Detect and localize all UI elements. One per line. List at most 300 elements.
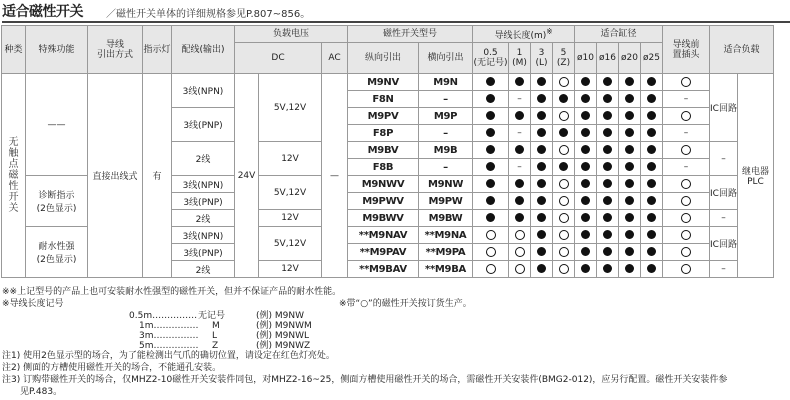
length-filled-circle bbox=[486, 94, 495, 103]
length-filled-circle bbox=[486, 77, 495, 86]
model-horizontal: M9NW bbox=[419, 176, 473, 193]
bore-cell bbox=[597, 142, 619, 159]
length-code-example: (例) M9NWM bbox=[256, 321, 312, 331]
bore-cell bbox=[619, 244, 641, 261]
bore-cell bbox=[597, 244, 619, 261]
length-filled-circle bbox=[515, 77, 524, 86]
load-dash-cell: – bbox=[710, 142, 738, 176]
lead-length-cell bbox=[553, 227, 575, 244]
lead-length-cell bbox=[531, 176, 553, 193]
bore-cell bbox=[575, 227, 597, 244]
bore-filled-circle bbox=[581, 179, 590, 188]
length-open-circle bbox=[559, 196, 569, 206]
lead-length-cell bbox=[473, 244, 509, 261]
prewire-cell bbox=[663, 176, 710, 193]
bore-filled-circle bbox=[647, 145, 656, 154]
length-open-circle bbox=[559, 111, 569, 121]
prewire-open-circle bbox=[681, 179, 691, 189]
header-len_05: 0.5 (无记号) bbox=[473, 43, 509, 74]
length-open-circle bbox=[559, 264, 569, 274]
lead-length-cell bbox=[553, 108, 575, 125]
lead-length-cell bbox=[509, 244, 531, 261]
prewire-cell bbox=[663, 261, 710, 278]
bore-cell bbox=[575, 176, 597, 193]
bore-filled-circle bbox=[581, 264, 590, 273]
bore-cell bbox=[619, 176, 641, 193]
prewire-cell bbox=[663, 210, 710, 227]
model-vertical: M9PV bbox=[348, 108, 419, 125]
length-filled-circle bbox=[559, 94, 568, 103]
length-filled-circle bbox=[537, 162, 546, 171]
length-filled-circle bbox=[537, 213, 546, 222]
lead-length-cell bbox=[531, 142, 553, 159]
bore-cell bbox=[619, 210, 641, 227]
bore-cell bbox=[641, 244, 663, 261]
bore-filled-circle bbox=[603, 247, 612, 256]
lead-length-cell bbox=[531, 159, 553, 176]
model-vertical: F8B bbox=[348, 159, 419, 176]
lead-length-cell bbox=[553, 142, 575, 159]
bore-cell bbox=[641, 91, 663, 108]
lead-length-cell bbox=[473, 74, 509, 91]
length-filled-circle bbox=[486, 128, 495, 137]
bore-cell bbox=[641, 227, 663, 244]
lead-length-cell bbox=[473, 108, 509, 125]
bore-filled-circle bbox=[603, 196, 612, 205]
lead-length-cell bbox=[509, 210, 531, 227]
length-filled-circle bbox=[537, 196, 546, 205]
bore-filled-circle bbox=[581, 162, 590, 171]
lead-length-cell bbox=[509, 193, 531, 210]
bore-cell bbox=[597, 74, 619, 91]
header-lead-length bbox=[473, 26, 575, 43]
length-filled-circle bbox=[515, 179, 524, 188]
bore-filled-circle bbox=[647, 264, 656, 273]
note-1: 注1) 使用2色显示型的场合，为了能检测出气爪的确切位置，请设定在红色灯亮处。 bbox=[2, 351, 335, 361]
lead-length-cell bbox=[473, 176, 509, 193]
length-filled-circle bbox=[486, 145, 495, 154]
page-title: 适合磁性开关 bbox=[2, 4, 83, 20]
length-code-code: 无记号 bbox=[198, 311, 226, 321]
lead-length-cell bbox=[531, 261, 553, 278]
special-function-cell: 诊断指示 (2色显示) bbox=[26, 176, 88, 227]
bore-cell bbox=[641, 210, 663, 227]
special-function-cell: 耐水性强 (2色显示) bbox=[26, 227, 88, 278]
lead-length-cell bbox=[553, 159, 575, 176]
lead-length-cell bbox=[553, 125, 575, 142]
bore-cell bbox=[575, 142, 597, 159]
bore-filled-circle bbox=[581, 94, 590, 103]
lead-length-cell bbox=[473, 142, 509, 159]
length-filled-circle bbox=[486, 162, 495, 171]
wiring-cell: 2线 bbox=[172, 210, 235, 227]
prewire-open-circle bbox=[681, 247, 691, 257]
model-horizontal: M9B bbox=[419, 142, 473, 159]
bore-cell bbox=[597, 227, 619, 244]
note-3-cont: 见P.483。 bbox=[20, 387, 63, 397]
bore-cell bbox=[575, 244, 597, 261]
header-len_5: 5 (Z) bbox=[553, 43, 575, 74]
bore-filled-circle bbox=[647, 162, 656, 171]
length-code-code: M bbox=[212, 321, 220, 331]
length-filled-circle bbox=[486, 213, 495, 222]
lead-length-cell bbox=[553, 193, 575, 210]
length-open-circle bbox=[559, 213, 569, 223]
lead-length-cell bbox=[531, 244, 553, 261]
bore-filled-circle bbox=[581, 111, 590, 120]
bore-filled-circle bbox=[603, 111, 612, 120]
bore-cell bbox=[619, 227, 641, 244]
lead-length-cell bbox=[553, 74, 575, 91]
length-filled-circle bbox=[486, 179, 495, 188]
lead-length-cell bbox=[473, 159, 509, 176]
lead-length-cell bbox=[531, 193, 553, 210]
bore-cell bbox=[619, 108, 641, 125]
model-horizontal: **M9BA bbox=[419, 261, 473, 278]
bore-filled-circle bbox=[625, 111, 634, 120]
dc-voltage-cell: 5V,12V bbox=[259, 227, 322, 261]
length-filled-circle bbox=[515, 145, 524, 154]
header-row bbox=[2, 26, 774, 43]
model-horizontal: M9P bbox=[419, 108, 473, 125]
bore-filled-circle bbox=[581, 128, 590, 137]
load-relay-cell: 继电器 PLC bbox=[737, 74, 773, 278]
length-filled-circle bbox=[559, 162, 568, 171]
load-ic-cell: IC回路 bbox=[710, 227, 738, 261]
header-wiring: 配线(输出) bbox=[172, 26, 235, 74]
bore-filled-circle bbox=[647, 77, 656, 86]
dc-voltage-cell: 12V bbox=[259, 142, 322, 176]
bore-cell bbox=[641, 142, 663, 159]
header-dc: DC bbox=[235, 43, 322, 74]
lead-length-cell bbox=[509, 261, 531, 278]
bore-cell bbox=[575, 74, 597, 91]
header-load: 适合负载 bbox=[710, 26, 774, 74]
bore-filled-circle bbox=[625, 179, 634, 188]
lead-length-cell bbox=[553, 210, 575, 227]
header-cylinder: 适合缸径 bbox=[575, 26, 663, 43]
lead-length-cell bbox=[531, 74, 553, 91]
note-3: 注3) 订购带磁性开关的场合，仅MHZ2-10磁性开关安装件同包，对MHZ2-16~25，侧面方槽使用磁性开关的场合，需磁性开关安装件(BMG2-012)，应另行配置。磁性开关安装件参 bbox=[2, 375, 728, 385]
header-load-voltage: 负载电压 bbox=[235, 26, 348, 43]
bore-filled-circle bbox=[647, 111, 656, 120]
bore-filled-circle bbox=[603, 213, 612, 222]
bore-filled-circle bbox=[625, 77, 634, 86]
voltage-24v-cell: 24V bbox=[235, 74, 259, 278]
length-code-title: ※导线长度记号 bbox=[2, 299, 64, 309]
bore-filled-circle bbox=[581, 196, 590, 205]
length-filled-circle bbox=[515, 196, 524, 205]
bore-filled-circle bbox=[647, 247, 656, 256]
bore-cell bbox=[597, 159, 619, 176]
bore-filled-circle bbox=[625, 196, 634, 205]
prewire-cell bbox=[663, 108, 710, 125]
bore-filled-circle bbox=[603, 162, 612, 171]
bore-filled-circle bbox=[647, 196, 656, 205]
special-function-cell: —— bbox=[26, 74, 88, 176]
bore-filled-circle bbox=[625, 128, 634, 137]
bore-cell bbox=[575, 108, 597, 125]
header-kind: 种类 bbox=[2, 26, 26, 74]
length-code-len: 3m…………… bbox=[139, 331, 199, 341]
length-filled-circle bbox=[537, 77, 546, 86]
model-vertical: F8P bbox=[348, 125, 419, 142]
prewire-open-circle bbox=[681, 264, 691, 274]
header-bore_16: ø16 bbox=[597, 43, 619, 74]
prewire-cell: – bbox=[663, 91, 710, 108]
header-horizontal: 横向引出 bbox=[419, 43, 473, 74]
prewire-cell bbox=[663, 227, 710, 244]
bore-filled-circle bbox=[581, 230, 590, 239]
bore-cell bbox=[619, 91, 641, 108]
table-row bbox=[2, 74, 774, 91]
bore-filled-circle bbox=[603, 145, 612, 154]
wiring-cell: 3线(PNP) bbox=[172, 108, 235, 142]
length-filled-circle bbox=[537, 179, 546, 188]
bore-cell bbox=[641, 159, 663, 176]
kind-label: 无触点磁性开关 bbox=[8, 137, 19, 214]
bore-cell bbox=[575, 125, 597, 142]
length-open-circle bbox=[559, 145, 569, 155]
bore-cell bbox=[597, 193, 619, 210]
bore-filled-circle bbox=[581, 77, 590, 86]
lead-length-cell bbox=[473, 125, 509, 142]
length-open-circle bbox=[515, 247, 525, 257]
bore-filled-circle bbox=[625, 230, 634, 239]
model-vertical: **M9BAV bbox=[348, 261, 419, 278]
header-bore_10: ø10 bbox=[575, 43, 597, 74]
lead-length-cell bbox=[473, 261, 509, 278]
model-vertical: **M9PAV bbox=[348, 244, 419, 261]
header-indicator: 指示灯 bbox=[143, 26, 172, 74]
bore-cell bbox=[641, 108, 663, 125]
length-filled-circle bbox=[537, 145, 546, 154]
bore-cell bbox=[641, 193, 663, 210]
length-code-code: Z bbox=[212, 341, 219, 351]
bore-filled-circle bbox=[581, 145, 590, 154]
bore-filled-circle bbox=[603, 77, 612, 86]
length-filled-circle bbox=[515, 111, 524, 120]
prewire-cell bbox=[663, 244, 710, 261]
length-code-len: 5m…………… bbox=[139, 341, 199, 351]
model-vertical: M9NV bbox=[348, 74, 419, 91]
lead-length-cell bbox=[553, 261, 575, 278]
header-len_3: 3 (L) bbox=[531, 43, 553, 74]
lead-length-cell bbox=[473, 91, 509, 108]
model-horizontal: M9PW bbox=[419, 193, 473, 210]
header-vertical: 纵向引出 bbox=[348, 43, 419, 74]
bore-filled-circle bbox=[625, 94, 634, 103]
bore-filled-circle bbox=[625, 162, 634, 171]
model-horizontal: M9N bbox=[419, 74, 473, 91]
wiring-cell: 3线(PNP) bbox=[172, 193, 235, 210]
prewire-cell: – bbox=[663, 159, 710, 176]
bore-cell bbox=[575, 261, 597, 278]
length-code-len: 0.5m…………… bbox=[129, 311, 198, 321]
prewire-open-circle bbox=[681, 77, 691, 87]
model-vertical: M9BV bbox=[348, 142, 419, 159]
length-code-example: (例) M9NW bbox=[256, 311, 305, 321]
header-ac: AC bbox=[322, 43, 348, 74]
bore-filled-circle bbox=[647, 94, 656, 103]
model-horizontal: – bbox=[419, 91, 473, 108]
bore-filled-circle bbox=[603, 179, 612, 188]
bore-filled-circle bbox=[647, 213, 656, 222]
bore-filled-circle bbox=[581, 213, 590, 222]
bore-cell bbox=[641, 176, 663, 193]
length-open-circle bbox=[559, 230, 569, 240]
lead-length-cell bbox=[553, 244, 575, 261]
page-subtitle: ／磁性开关单体的详细规格参见P.807~856。 bbox=[106, 9, 311, 20]
wiring-cell: 3线(NPN) bbox=[172, 74, 235, 108]
bore-cell bbox=[619, 261, 641, 278]
length-filled-circle bbox=[537, 111, 546, 120]
length-open-circle bbox=[486, 247, 496, 257]
lead-length-cell bbox=[509, 176, 531, 193]
dc-voltage-cell: 5V,12V bbox=[259, 176, 322, 210]
bore-filled-circle bbox=[625, 213, 634, 222]
bore-cell bbox=[597, 91, 619, 108]
bore-filled-circle bbox=[581, 247, 590, 256]
length-open-circle bbox=[486, 264, 496, 274]
lead-length-cell bbox=[473, 210, 509, 227]
length-code-code: L bbox=[212, 331, 218, 341]
dc-voltage-cell: 12V bbox=[259, 261, 322, 278]
length-filled-circle bbox=[515, 213, 524, 222]
lead-length-cell bbox=[553, 176, 575, 193]
header-bore_25: ø25 bbox=[641, 43, 663, 74]
length-code-example: (例) M9NWZ bbox=[256, 341, 311, 351]
header-rule bbox=[2, 21, 790, 23]
bore-filled-circle bbox=[603, 94, 612, 103]
lead-length-cell: – bbox=[509, 125, 531, 142]
bore-filled-circle bbox=[603, 230, 612, 239]
lead-length-cell bbox=[509, 142, 531, 159]
prewire-open-circle bbox=[681, 111, 691, 121]
switch-spec-table bbox=[1, 25, 774, 278]
length-filled-circle bbox=[559, 128, 568, 137]
note-2: 注2) 侧面的方槽使用磁性开关的场合，不能通孔安装。 bbox=[2, 363, 222, 373]
prewire-open-circle bbox=[681, 145, 691, 155]
lead-length-cell bbox=[509, 74, 531, 91]
lead-length-cell bbox=[531, 108, 553, 125]
bore-filled-circle bbox=[625, 247, 634, 256]
bore-filled-circle bbox=[647, 230, 656, 239]
prewire-open-circle bbox=[681, 196, 691, 206]
kind-cell bbox=[2, 74, 26, 278]
bore-cell bbox=[619, 193, 641, 210]
bore-cell bbox=[641, 261, 663, 278]
model-horizontal: – bbox=[419, 125, 473, 142]
prewire-open-circle bbox=[681, 213, 691, 223]
model-horizontal: M9BW bbox=[419, 210, 473, 227]
load-ic-cell: IC回路 bbox=[710, 176, 738, 210]
lead-length-cell bbox=[473, 227, 509, 244]
wiring-cell: 3线(PNP) bbox=[172, 244, 235, 261]
lead-length-label: 导线长度(m) bbox=[494, 31, 547, 41]
bore-cell bbox=[641, 125, 663, 142]
prewire-cell: – bbox=[663, 125, 710, 142]
bore-cell bbox=[597, 125, 619, 142]
bore-cell bbox=[619, 125, 641, 142]
page-header bbox=[2, 1, 790, 23]
bore-cell bbox=[597, 176, 619, 193]
load-dash-cell: – bbox=[710, 210, 738, 227]
lead-length-cell bbox=[531, 210, 553, 227]
load-ic-cell: IC回路 bbox=[710, 74, 738, 142]
bore-cell bbox=[575, 91, 597, 108]
lead-method-cell: 直接出线式 bbox=[88, 74, 143, 278]
lead-length-cell bbox=[553, 91, 575, 108]
model-horizontal: **M9PA bbox=[419, 244, 473, 261]
bore-cell bbox=[641, 74, 663, 91]
prewire-cell bbox=[663, 74, 710, 91]
length-open-circle bbox=[559, 179, 569, 189]
bore-filled-circle bbox=[625, 264, 634, 273]
bore-filled-circle bbox=[647, 128, 656, 137]
lead-length-cell bbox=[531, 91, 553, 108]
lead-length-cell bbox=[531, 125, 553, 142]
bore-filled-circle bbox=[603, 128, 612, 137]
model-horizontal: **M9NA bbox=[419, 227, 473, 244]
header-special: 特殊功能 bbox=[26, 26, 88, 74]
lead-length-cell bbox=[509, 108, 531, 125]
bore-cell bbox=[597, 261, 619, 278]
bore-filled-circle bbox=[647, 179, 656, 188]
length-open-circle bbox=[515, 264, 525, 274]
bore-cell bbox=[597, 210, 619, 227]
bore-cell bbox=[575, 210, 597, 227]
length-code-example: (例) M9NWL bbox=[256, 331, 310, 341]
prewire-open-circle bbox=[681, 230, 691, 240]
indicator-cell: 有 bbox=[143, 74, 172, 278]
header-len_1: 1 (M) bbox=[509, 43, 531, 74]
bore-cell bbox=[619, 159, 641, 176]
model-vertical: M9NWV bbox=[348, 176, 419, 193]
length-open-circle bbox=[515, 230, 525, 240]
model-horizontal: – bbox=[419, 159, 473, 176]
length-filled-circle bbox=[537, 230, 546, 239]
length-open-circle bbox=[559, 247, 569, 257]
length-filled-circle bbox=[537, 264, 546, 273]
model-vertical: M9PWV bbox=[348, 193, 419, 210]
made-to-order-note: ※带“○”的磁性开关按订货生产。 bbox=[339, 299, 472, 309]
bore-filled-circle bbox=[603, 264, 612, 273]
wiring-cell: 3线(NPN) bbox=[172, 227, 235, 244]
lead-length-cell: – bbox=[509, 159, 531, 176]
bore-filled-circle bbox=[625, 145, 634, 154]
lead-length-cell bbox=[473, 193, 509, 210]
dc-voltage-cell: 5V,12V bbox=[259, 74, 322, 142]
wiring-cell: 2线 bbox=[172, 261, 235, 278]
dc-voltage-cell: 12V bbox=[259, 210, 322, 227]
length-filled-circle bbox=[537, 247, 546, 256]
length-filled-circle bbox=[486, 111, 495, 120]
header-prewire: 导线前 置插头 bbox=[663, 26, 710, 74]
load-dash-cell: – bbox=[710, 261, 738, 278]
prewire-cell bbox=[663, 142, 710, 159]
wiring-cell: 2线 bbox=[172, 142, 235, 176]
header-bore_20: ø20 bbox=[619, 43, 641, 74]
lead-length-cell bbox=[509, 227, 531, 244]
bore-cell bbox=[619, 74, 641, 91]
bore-cell bbox=[575, 159, 597, 176]
ac-cell: — bbox=[322, 74, 348, 278]
model-vertical: F8N bbox=[348, 91, 419, 108]
model-vertical: **M9NAV bbox=[348, 227, 419, 244]
bore-cell bbox=[575, 193, 597, 210]
header-lead-method: 导线 引出方式 bbox=[88, 26, 143, 74]
